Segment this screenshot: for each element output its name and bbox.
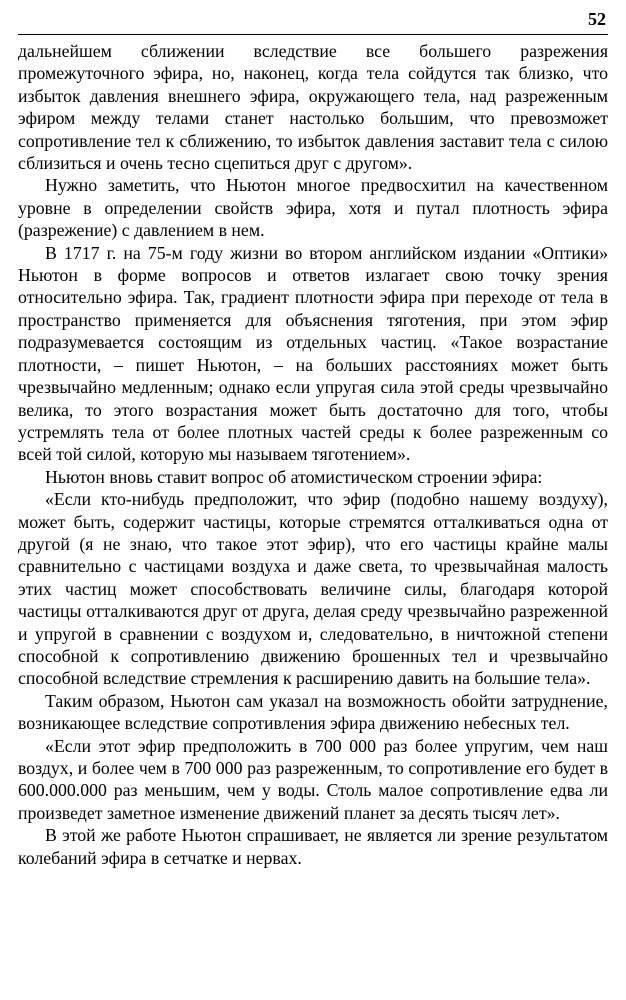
page-number: 52 xyxy=(588,9,606,29)
paragraph-6: Таким образом, Ньютон сам указал на возможность обойти затруднение, возникающее вследствие сопротивления эфира движению небесных тел. xyxy=(18,690,608,734)
paragraph-1: дальнейшем сближении вследствие все большего разрежения промежуточного эфира, но, наконец, когда тела сойдутся так близко, что избыток давления внешнего эфира, окружающего тела, над разреженным эфиром между телами станет настолько большим, что превозможет сопротивление тел к сближению, то избыток давления заставит тела с силою сблизиться и очень тесно сцепиться друг с другом». xyxy=(18,41,608,174)
paragraph-2: Нужно заметить, что Ньютон многое предвосхитил на качественном уровне в определении свойств эфира, хотя и путал плотность эфира (разрежение) с давлением в нем. xyxy=(18,175,608,241)
paragraph-7-quote: «Если этот эфир предположить в 700 000 раз более упругим, чем наш воздух, и более чем в 700 000 раз разреженным, то сопротивление его будет в 600.000.000 раз меньшим, чем у воды. Столь малое сопротивление едва ли произведет заметное изменение движений планет за десять тысяч лет». xyxy=(18,735,608,823)
paragraph-4: Ньютон вновь ставит вопрос об атомистическом строении эфира: xyxy=(45,466,543,487)
page-header xyxy=(18,8,608,35)
paragraph-8: В этой же работе Ньютон спрашивает, не является ли зрение результатом колебаний эфира в сетчатке и нервах. xyxy=(18,825,608,868)
paragraph-3: В 1717 г. на 75-м году жизни во втором английском издании «Оптики» Ньютон в форме вопросов и ответов излагает свою точку зрения относительно эфира. Так, градиент плотности эфира при переходе от тела в пространство применяется для объяснения тяготения, при этом эфир подразумевается состоящим из отдельных частиц. «Такое возрастание плотности, – пишет Ньютон, – на больших расстояниях может быть чрезвычайно медленным; однако если упругая сила этой среды чрезвычайно велика, то этого возрастания может быть достаточно для того, чтобы устремлять тела от более плотных частей среды к более разреженным со всей той силой, которую мы называем тяготением». xyxy=(18,242,608,465)
paragraph-5-quote: «Если кто-нибудь предположит, что эфир (подобно нашему воздуху), может быть, содержит частицы, которые стремятся отталкиваться одна от другой (я не знаю, что такое этот эфир), что его частицы крайне малы сравнительно с частицами воздуха и даже света, то чрезвычайная малость этих частиц может способствовать величине силы, благодаря которой частицы отталкиваются друг от друга, делая среду чрезвычайно разреженной и упругой в сравнении с воздухом и, следовательно, в ничтожной степени способной к сопротивлению движению брошенных тел и чрезвычайно способной вследствие стремления к расширению давить на большие тела». xyxy=(18,489,608,689)
page-body xyxy=(18,40,608,869)
